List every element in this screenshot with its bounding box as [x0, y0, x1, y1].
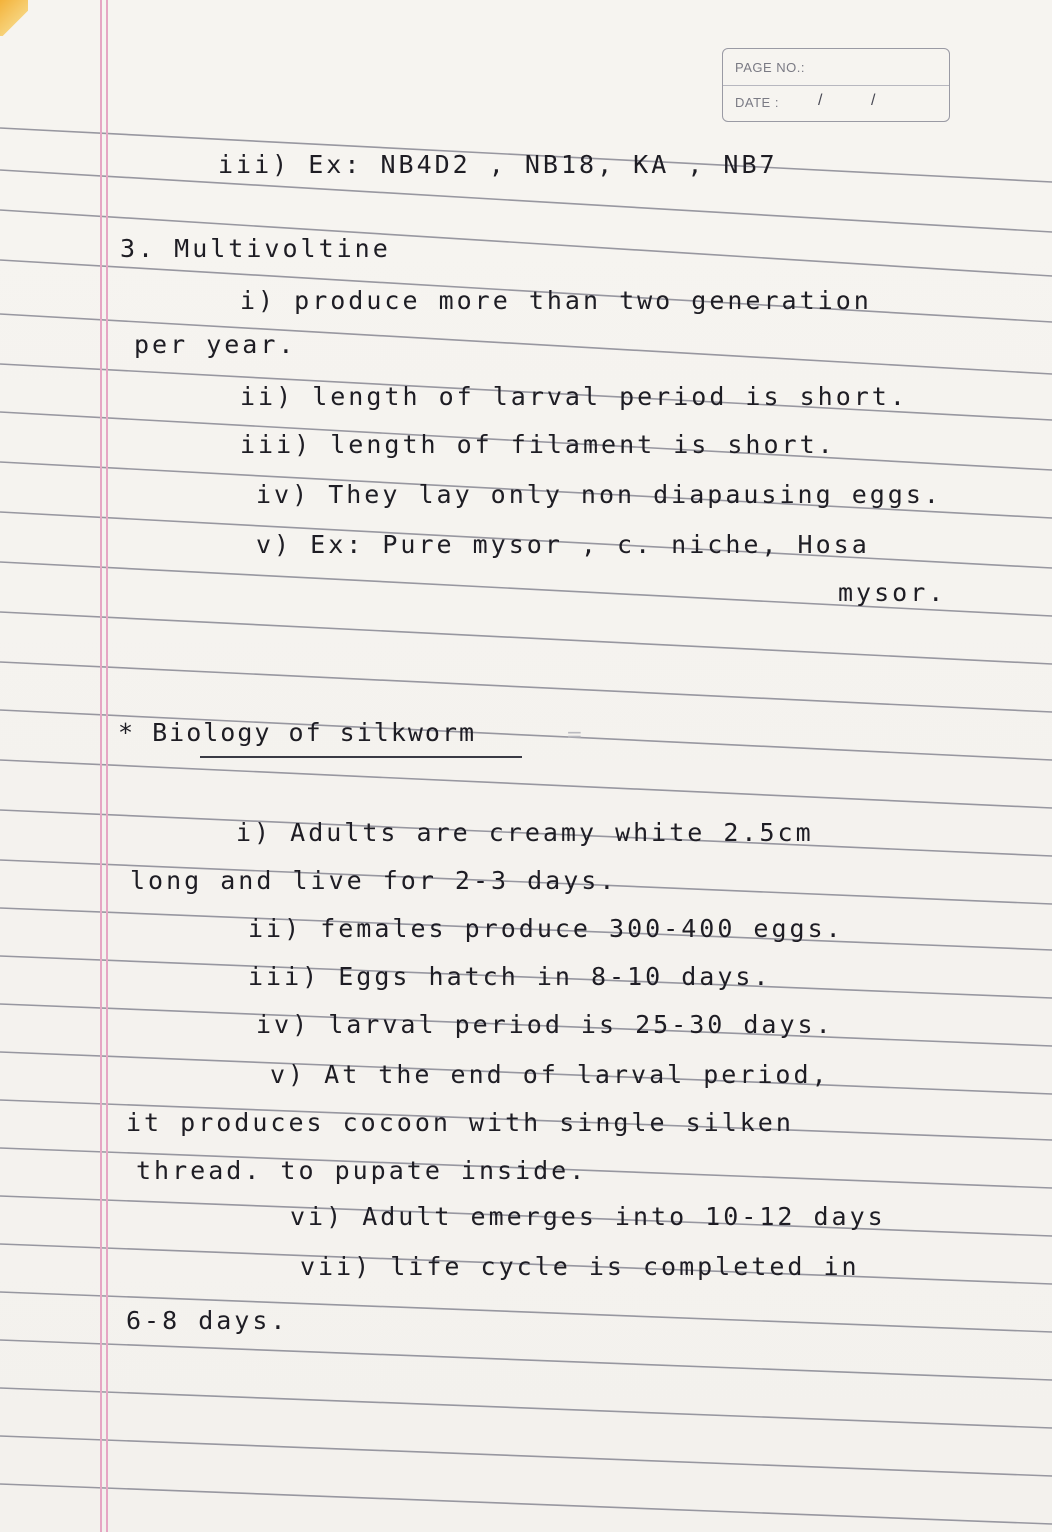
- page-no-label: PAGE NO.:: [735, 60, 805, 75]
- text-line: thread. to pupate inside.: [136, 1156, 588, 1185]
- date-label: DATE :: [735, 95, 779, 110]
- text-line: long and live for 2-3 days.: [130, 866, 618, 895]
- text-line: ii) length of larval period is short.: [240, 382, 908, 411]
- heading-underline: [200, 756, 522, 758]
- text-line: v) At the end of larval period,: [270, 1060, 830, 1089]
- text-line: 6-8 days.: [126, 1306, 289, 1335]
- text-line: i) Adults are creamy white 2.5cm: [236, 818, 814, 847]
- section-heading-multivoltine: 3. Multivoltine: [120, 234, 391, 263]
- page-date-divider: [723, 85, 949, 86]
- text-line-ex-bivoltine: iii) Ex: NB4D2 , NB18, KA , NB7: [218, 150, 778, 179]
- text-line: iv) They lay only non diapausing eggs.: [256, 480, 942, 509]
- text-line: iv) larval period is 25-30 days.: [256, 1010, 834, 1039]
- text-line: it produces cocoon with single silken: [126, 1108, 794, 1137]
- text-line: ii) females produce 300-400 eggs.: [248, 914, 844, 943]
- text-line: v) Ex: Pure mysor , c. niche, Hosa: [256, 530, 870, 559]
- text-line: iii) length of filament is short.: [240, 430, 836, 459]
- text-line: vi) Adult emerges into 10-12 days: [290, 1202, 886, 1231]
- text-line: per year.: [134, 330, 297, 359]
- text-line: i) produce more than two generation: [240, 286, 872, 315]
- text-line: iii) Eggs hatch in 8-10 days.: [248, 962, 772, 991]
- date-separator: /: [871, 92, 876, 109]
- text-line: mysor.: [838, 578, 947, 607]
- page-date-box: [722, 48, 950, 122]
- date-separator: /: [818, 92, 823, 109]
- text-line: vii) life cycle is completed in: [300, 1252, 860, 1281]
- section-heading-biology: * Biology of silkworm: [118, 718, 477, 747]
- margin-line-right: [106, 0, 108, 1532]
- equals-mark-icon: =: [566, 722, 583, 746]
- margin-line-left: [100, 0, 102, 1532]
